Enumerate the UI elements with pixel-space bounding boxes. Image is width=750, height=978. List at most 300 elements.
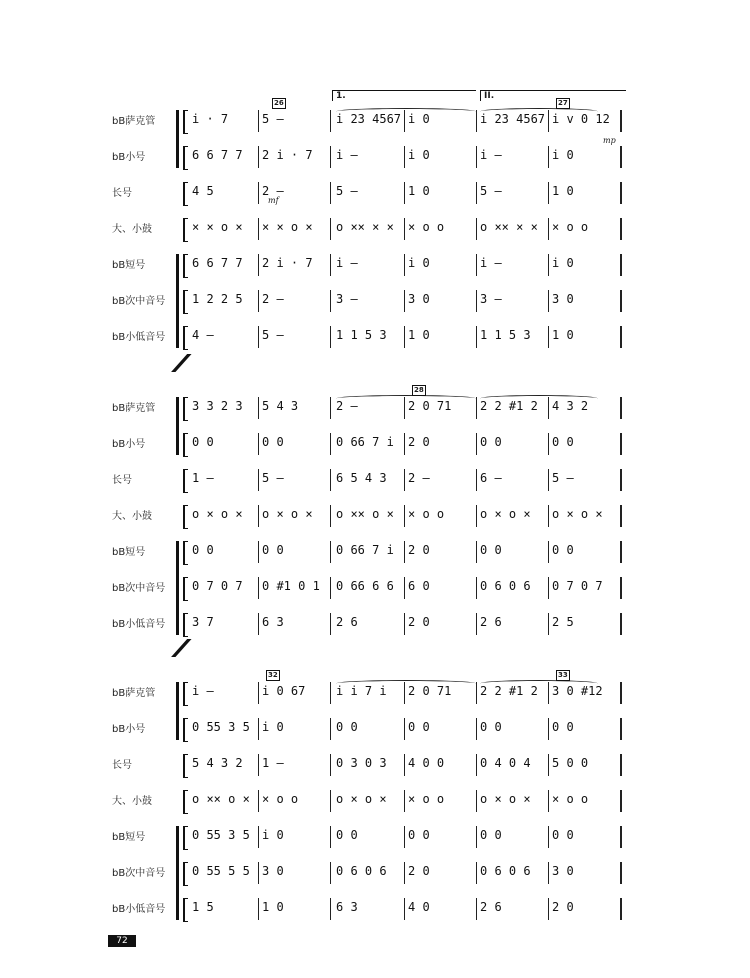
measure-notes: 4 0 0 (408, 756, 445, 770)
barline (258, 254, 259, 276)
measure-notes: 2 6 (480, 900, 502, 914)
measure-notes: i – (480, 256, 502, 270)
barline (330, 613, 331, 635)
barline (258, 397, 259, 419)
measure-notes: 3 0 (552, 864, 574, 878)
measure-notes: 5 – (480, 184, 502, 198)
measure-notes: 6 6 7 7 (192, 256, 243, 270)
measure-notes: 0 0 (336, 720, 358, 734)
measure-notes: 2 – (336, 399, 358, 413)
barline (404, 862, 405, 884)
measure-notes: i 0 (262, 828, 284, 842)
barline (404, 254, 405, 276)
measure-notes: 0 7 0 7 (552, 579, 603, 593)
barline (548, 218, 549, 240)
measure-notes: 2 2 #1 2 (480, 399, 538, 413)
measure-notes: 5 – (552, 471, 574, 485)
barline (330, 898, 331, 920)
barline (476, 397, 477, 419)
measure-notes: 0 0 (552, 435, 574, 449)
measure-notes: 5 0 0 (552, 756, 589, 770)
dynamic-marking: mf (268, 196, 279, 205)
barline (258, 290, 259, 312)
measure-notes: 5 4 3 2 (192, 756, 243, 770)
barline (258, 505, 259, 527)
barline (404, 613, 405, 635)
system-barline-start (183, 754, 188, 778)
barline (330, 290, 331, 312)
barline (548, 613, 549, 635)
instrument-label: bB短号 (112, 260, 146, 271)
staff-row (0, 144, 750, 172)
rehearsal-mark: 33 (558, 671, 568, 679)
measure-notes: 0 6 0 6 (480, 864, 531, 878)
measure-notes: 6 5 4 3 (336, 471, 387, 485)
measure-notes: 0 66 6 6 (336, 579, 394, 593)
rehearsal-mark: 27 (558, 99, 568, 107)
barline (620, 469, 622, 491)
barline (620, 505, 622, 527)
barline (258, 754, 259, 776)
barline (476, 433, 477, 455)
system-barline-start (183, 433, 188, 457)
barline (620, 433, 622, 455)
barline (258, 898, 259, 920)
measure-notes: × o o (408, 792, 445, 806)
barline (620, 218, 622, 240)
measure-notes: 4 3 2 (552, 399, 589, 413)
staff-row (0, 824, 750, 852)
instrument-label: 大、小鼓 (112, 796, 152, 807)
barline (620, 110, 622, 132)
measure-notes: i 0 67 (262, 684, 306, 698)
barline (476, 682, 477, 704)
measure-notes: 1 0 (262, 900, 284, 914)
system-barline-start (183, 254, 188, 278)
barline (404, 898, 405, 920)
instrument-label: bB短号 (112, 547, 146, 558)
barline (620, 898, 622, 920)
system-barline-start (183, 397, 188, 421)
staff-row (0, 539, 750, 567)
measure-notes: 0 4 0 4 (480, 756, 531, 770)
measure-notes: 2 6 (336, 615, 358, 629)
barline (548, 254, 549, 276)
measure-notes: i – (336, 148, 358, 162)
measure-notes: 1 1 5 3 (336, 328, 387, 342)
barline (258, 110, 259, 132)
measure-notes: 3 – (480, 292, 502, 306)
measure-notes: 0 7 0 7 (192, 579, 243, 593)
measure-notes: 2 i · 7 (262, 256, 313, 270)
measure-notes: i 23 4567 (480, 112, 546, 126)
barline (476, 290, 477, 312)
system-barline-start (183, 790, 188, 814)
measure-notes: 5 – (336, 184, 358, 198)
measure-notes: 5 – (262, 471, 284, 485)
barline (330, 826, 331, 848)
measure-notes: 0 0 (336, 828, 358, 842)
barline (330, 505, 331, 527)
barline (548, 541, 549, 563)
barline (476, 790, 477, 812)
barline (476, 862, 477, 884)
barline (404, 218, 405, 240)
barline (404, 290, 405, 312)
barline (330, 254, 331, 276)
staff-row (0, 252, 750, 280)
instrument-label: bB小号 (112, 152, 146, 163)
measure-notes: 2 5 (552, 615, 574, 629)
measure-notes: 2 – (408, 471, 430, 485)
staff-row (0, 431, 750, 459)
barline (476, 254, 477, 276)
barline (548, 290, 549, 312)
barline (476, 898, 477, 920)
slur (336, 680, 476, 687)
barline (620, 682, 622, 704)
barline (620, 254, 622, 276)
barline (548, 718, 549, 740)
staff-row (0, 467, 750, 495)
system-barline-start (183, 826, 188, 850)
instrument-label: bB短号 (112, 832, 146, 843)
barline (548, 790, 549, 812)
measure-notes: i 0 (552, 148, 574, 162)
measure-notes: 1 5 (192, 900, 214, 914)
barline (476, 110, 477, 132)
barline (476, 469, 477, 491)
barline (258, 826, 259, 848)
measure-notes: 4 – (192, 328, 214, 342)
system-barline-start (183, 218, 188, 242)
measure-notes: 2 0 71 (408, 399, 452, 413)
system-barline-start (183, 146, 188, 170)
barline (548, 182, 549, 204)
barline (258, 541, 259, 563)
barline (330, 146, 331, 168)
instrument-label: bB小号 (112, 439, 146, 450)
barline (548, 577, 549, 599)
barline (548, 433, 549, 455)
barline (548, 326, 549, 348)
barline (620, 718, 622, 740)
instrument-label: 长号 (112, 188, 132, 199)
barline (476, 326, 477, 348)
staff-row (0, 788, 750, 816)
staff-row (0, 575, 750, 603)
staff-row (0, 216, 750, 244)
instrument-label: bB萨克管 (112, 403, 156, 414)
barline (476, 505, 477, 527)
barline (548, 505, 549, 527)
barline (620, 397, 622, 419)
barline (548, 469, 549, 491)
barline (258, 577, 259, 599)
staff-row (0, 716, 750, 744)
barline (476, 218, 477, 240)
barline (404, 754, 405, 776)
barline (258, 218, 259, 240)
barline (620, 541, 622, 563)
measure-notes: 0 66 7 i (336, 435, 394, 449)
measure-notes: 1 0 (408, 328, 430, 342)
volta-bracket: II. (480, 90, 626, 101)
instrument-label: bB小低音号 (112, 904, 166, 915)
barline (258, 433, 259, 455)
instrument-label: bB小号 (112, 724, 146, 735)
measure-notes: i i 7 i (336, 684, 387, 698)
dynamic-marking: mp (603, 136, 616, 145)
barline (476, 146, 477, 168)
instrument-label: bB次中音号 (112, 868, 166, 879)
measure-notes: i – (336, 256, 358, 270)
barline (258, 182, 259, 204)
measure-notes: 3 – (336, 292, 358, 306)
barline (620, 577, 622, 599)
instrument-label: bB小低音号 (112, 619, 166, 630)
measure-notes: 3 0 (552, 292, 574, 306)
measure-notes: i – (192, 684, 214, 698)
measure-notes: 5 4 3 (262, 399, 299, 413)
barline (404, 433, 405, 455)
measure-notes: 1 – (192, 471, 214, 485)
barline (258, 790, 259, 812)
barline (258, 862, 259, 884)
measure-notes: 2 2 #1 2 (480, 684, 538, 698)
staff-row (0, 324, 750, 352)
barline (404, 182, 405, 204)
system-barline-start (183, 290, 188, 314)
measure-notes: 4 5 (192, 184, 214, 198)
barline (330, 718, 331, 740)
barline (620, 826, 622, 848)
staff-row (0, 896, 750, 924)
measure-notes: o × o × (552, 507, 603, 521)
measure-notes: o × o × (336, 792, 387, 806)
system-barline-start (183, 613, 188, 637)
barline (620, 326, 622, 348)
barline (258, 718, 259, 740)
barline (476, 182, 477, 204)
measure-notes: 2 0 (552, 900, 574, 914)
barline (330, 397, 331, 419)
measure-notes: 2 – (262, 292, 284, 306)
system-break-marker: // (168, 636, 188, 661)
barline (404, 826, 405, 848)
system-barline-start (183, 682, 188, 706)
barline (330, 469, 331, 491)
barline (330, 790, 331, 812)
measure-notes: i 0 (262, 720, 284, 734)
measure-notes: i – (480, 148, 502, 162)
measure-notes: 0 66 7 i (336, 543, 394, 557)
system-barline-start (183, 110, 188, 134)
measure-notes: i 0 (408, 148, 430, 162)
measure-notes: 0 0 (408, 828, 430, 842)
measure-notes: 2 – (262, 184, 284, 198)
measure-notes: 0 0 (192, 543, 214, 557)
measure-notes: i 0 (408, 112, 430, 126)
measure-notes: × × o × (262, 220, 313, 234)
measure-notes: i 23 4567 (336, 112, 402, 126)
measure-notes: o × o × (480, 792, 531, 806)
measure-notes: 6 3 (336, 900, 358, 914)
measure-notes: i 0 (408, 256, 430, 270)
measure-notes: i · 7 (192, 112, 229, 126)
measure-notes: 3 0 #12 (552, 684, 603, 698)
measure-notes: 0 6 0 6 (336, 864, 387, 878)
barline (258, 469, 259, 491)
rehearsal-mark: 32 (268, 671, 278, 679)
measure-notes: o ×× × × (480, 220, 538, 234)
measure-notes: 5 – (262, 112, 284, 126)
barline (330, 110, 331, 132)
staff-row (0, 611, 750, 639)
measure-notes: 5 – (262, 328, 284, 342)
barline (258, 146, 259, 168)
measure-notes: × o o (262, 792, 299, 806)
barline (330, 682, 331, 704)
barline (404, 326, 405, 348)
system-barline-start (183, 577, 188, 601)
measure-notes: 3 7 (192, 615, 214, 629)
volta-bracket: 1. (332, 90, 476, 101)
barline (330, 862, 331, 884)
barline (404, 541, 405, 563)
barline (476, 577, 477, 599)
barline (620, 613, 622, 635)
measure-notes: 0 55 5 5 (192, 864, 250, 878)
measure-notes: 3 3 2 3 (192, 399, 243, 413)
measure-notes: 0 0 (480, 720, 502, 734)
measure-notes: 0 55 3 5 (192, 828, 250, 842)
barline (548, 862, 549, 884)
measure-notes: × o o (552, 220, 589, 234)
barline (620, 790, 622, 812)
measure-notes: o × o × (192, 507, 243, 521)
measure-notes: 0 55 3 5 (192, 720, 250, 734)
measure-notes: 2 i · 7 (262, 148, 313, 162)
measure-notes: o ×× × × (336, 220, 394, 234)
system-barline-start (183, 898, 188, 922)
measure-notes: 6 – (480, 471, 502, 485)
measure-notes: 3 0 (408, 292, 430, 306)
barline (404, 146, 405, 168)
rehearsal-mark: 26 (274, 99, 284, 107)
slur (480, 395, 598, 402)
measure-notes: 0 0 (262, 435, 284, 449)
measure-notes: 0 3 0 3 (336, 756, 387, 770)
barline (330, 577, 331, 599)
barline (330, 541, 331, 563)
measure-notes: 0 0 (552, 720, 574, 734)
barline (258, 682, 259, 704)
barline (476, 826, 477, 848)
rehearsal-mark: 28 (414, 386, 424, 394)
measure-notes: × o o (552, 792, 589, 806)
staff-row (0, 752, 750, 780)
instrument-label: bB小低音号 (112, 332, 166, 343)
instrument-label: bB萨克管 (112, 688, 156, 699)
measure-notes: × o o (408, 507, 445, 521)
measure-notes: 2 0 (408, 864, 430, 878)
barline (548, 826, 549, 848)
instrument-label: 大、小鼓 (112, 224, 152, 235)
measure-notes: o ×× o × (336, 507, 394, 521)
barline (330, 326, 331, 348)
barline (258, 326, 259, 348)
staff-row (0, 860, 750, 888)
barline (330, 433, 331, 455)
system-barline-start (183, 541, 188, 565)
barline (620, 754, 622, 776)
measure-notes: 2 0 (408, 543, 430, 557)
system-barline-start (183, 505, 188, 529)
barline (330, 182, 331, 204)
barline (404, 790, 405, 812)
measure-notes: o × o × (262, 507, 313, 521)
measure-notes: 0 0 (480, 435, 502, 449)
measure-notes: 3 0 (262, 864, 284, 878)
system-barline-start (183, 718, 188, 742)
barline (476, 541, 477, 563)
barline (548, 754, 549, 776)
measure-notes: o × o × (480, 507, 531, 521)
measure-notes: 2 6 (480, 615, 502, 629)
barline (404, 469, 405, 491)
barline (476, 754, 477, 776)
barline (330, 754, 331, 776)
instrument-label: 长号 (112, 760, 132, 771)
system-barline-start (183, 862, 188, 886)
staff-row (0, 503, 750, 531)
measure-notes: o ×× o × (192, 792, 250, 806)
barline (404, 718, 405, 740)
measure-notes: 1 – (262, 756, 284, 770)
measure-notes: 0 0 (552, 543, 574, 557)
barline (476, 613, 477, 635)
staff-row (0, 180, 750, 208)
measure-notes: 0 0 (192, 435, 214, 449)
measure-notes: × × o × (192, 220, 243, 234)
slur (480, 680, 598, 687)
staff-row (0, 288, 750, 316)
slur (480, 108, 598, 115)
measure-notes: 6 6 7 7 (192, 148, 243, 162)
barline (258, 613, 259, 635)
barline (620, 862, 622, 884)
barline (548, 146, 549, 168)
barline (476, 718, 477, 740)
page-number-logo: 72 (108, 935, 136, 947)
measure-notes: 0 0 (552, 828, 574, 842)
instrument-label: bB次中音号 (112, 583, 166, 594)
instrument-label: 长号 (112, 475, 132, 486)
instrument-label: 大、小鼓 (112, 511, 152, 522)
measure-notes: 6 3 (262, 615, 284, 629)
measure-notes: × o o (408, 220, 445, 234)
system-barline-start (183, 182, 188, 206)
measure-notes: 2 0 71 (408, 684, 452, 698)
system-barline-start (183, 326, 188, 350)
measure-notes: 1 1 5 3 (480, 328, 531, 342)
barline (620, 146, 622, 168)
barline (620, 182, 622, 204)
measure-notes: 0 0 (408, 720, 430, 734)
instrument-label: bB萨克管 (112, 116, 156, 127)
measure-notes: i 0 (552, 256, 574, 270)
